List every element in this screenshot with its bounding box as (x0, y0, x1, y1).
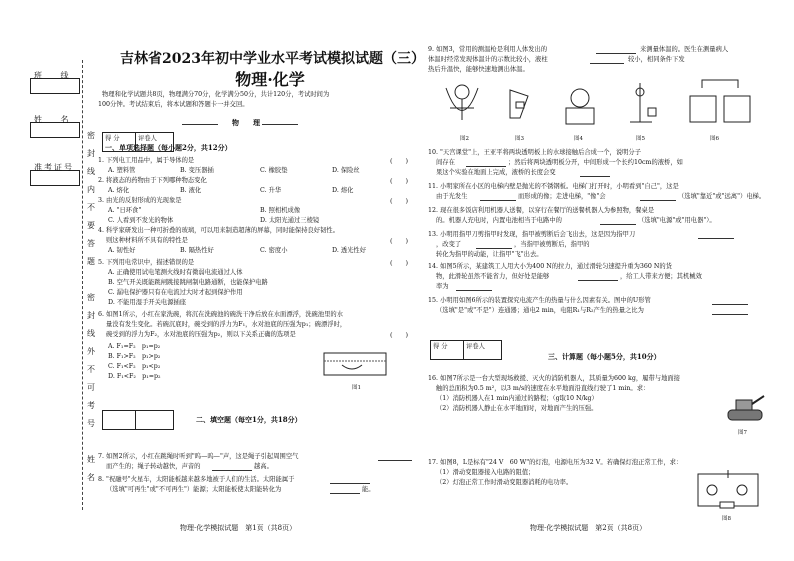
q5-option-b[interactable]: B. 空气开关既能跳闸跳接跳闸制电路通断，也能保护电路 (108, 279, 268, 286)
q2: 2. 将液态的药物由于下列哪种物态变化 (98, 177, 207, 184)
seal-char: 题 (87, 257, 95, 266)
seal-char: 可 (87, 383, 95, 392)
grader-label: 评卷人 (138, 135, 157, 142)
q8-line-3: 能。 (362, 486, 375, 493)
q7: 7. 如图2所示，小红在跳绳时听到"呜—呜—"声，这是绳子引起周围空气 (98, 453, 299, 460)
binding-sidebar (0, 0, 100, 561)
q2-option-a[interactable]: A. 熔化 (108, 187, 130, 194)
answer-paren[interactable]: ( ) (390, 177, 409, 185)
answer-paren[interactable]: ( ) (390, 259, 409, 267)
q6-option-b[interactable]: B. F₁>F₂ p₁>p₂ (108, 353, 161, 360)
q9-line-2: 来测量体温的。医生在测量病人 (640, 46, 729, 53)
q10-line-3: ；然后将两块透明板分开，中间形成一个长约10cm的液桥，如 (508, 159, 683, 166)
q16-line-2: 触的总面积为0.5 m²，以3 m/s的速度在水平地面沿直线行驶了1 min。求： (436, 385, 650, 392)
q14-line-3: ，给工人带来方便；其机械效 (620, 273, 702, 280)
q10-line-2: 间存在 (436, 159, 455, 166)
q9-line-5: 热后升温快，能够快速地测出体温。 (428, 66, 529, 73)
seal-char: 线 (87, 167, 95, 176)
footer-page-2: 物理·化学模拟试题 第2页（共8页） (530, 524, 647, 532)
answer-paren[interactable]: ( ) (390, 331, 409, 339)
q7-line-2: 而产生的；绳子转动越快，声音的 (106, 463, 201, 470)
answer-paren[interactable]: ( ) (390, 197, 409, 205)
seal-char: 密 (87, 131, 95, 140)
q5: 5. 下列用电常识中，描述错误的是 (98, 259, 195, 266)
seal-char: 名 (87, 473, 95, 482)
q6-line-2: 量没有发生变化。若碗沉底时，碗受到的浮力为F₁，水对池底的压强为p₁；碗漂浮时， (106, 321, 347, 328)
seal-char: 密 (87, 293, 95, 302)
q4-option-d[interactable]: D. 透光性好 (332, 247, 367, 254)
q6-option-a[interactable]: A. F₁=F₂ p₁=p₂ (108, 343, 161, 350)
q12: 12. 现在很多饭店利用机器人送餐，以穿行在餐厅的送餐机器人为参照物，餐桌是 (428, 207, 655, 214)
section-3-title: 三、计算题（每小题5分，共10分） (548, 352, 661, 361)
q13-line-4: 转化为指甲的动能，让指甲"飞"出去。 (436, 251, 543, 258)
q10: 10. "天宫课堂"上，王亚平将两块透明板上的水球接触后合成一个，说明分子 (428, 149, 642, 156)
q4: 4. 科学家研发出一种可折叠的玻璃，可以用来制造超薄的屏幕，同时能保持良好韧性。 (98, 227, 339, 234)
q14: 14. 如图5所示，某建筑工人用大小为400 N的拉力，通过滑轮匀速提升重为360 N的货 (428, 263, 672, 270)
figure-1-sink (318, 345, 394, 381)
figure-2-caption: 图2 (460, 136, 469, 142)
q6-option-d[interactable]: D. F₁<F₂ p₁=p₂ (108, 373, 161, 380)
q3-option-b[interactable]: B. 照相机成像 (260, 207, 301, 214)
q6-option-c[interactable]: C. F₁<F₂ p₁<p₂ (108, 363, 161, 370)
class-label: 班 线 (34, 71, 77, 80)
q17-part-2: （2）灯泡正常工作时滑动变阻器消耗的电功率。 (436, 479, 573, 486)
q8-line-2: （选填"可再生"或"不可再生"）能源；太阳能板使太阳能转化为 (106, 486, 282, 493)
q5-option-a[interactable]: A. 正确使用试电笔测火线时有微弱电流通过人体 (108, 269, 243, 276)
exam-subtitle: 物理·化学 (235, 70, 305, 89)
q1-option-d[interactable]: D. 保险丝 (332, 167, 360, 174)
q3-option-c[interactable]: C. 人看到不发光的物体 (108, 217, 174, 224)
score-label: 得 分 (433, 343, 448, 350)
q13-line-3: ，当指甲被剪断后，指甲的 (514, 241, 590, 248)
q5-option-d[interactable]: D. 不能用湿手开关电源插座 (108, 299, 187, 306)
figure-8-circuit (692, 468, 766, 512)
q6: 6. 如图1所示，小红在家洗碗，将沉在洗碗池的碗洗干净后放在水面漂浮，洗碗池里的水 (98, 311, 344, 318)
figure-1-caption: 图1 (352, 385, 361, 391)
figure-7-caption: 图7 (738, 430, 747, 436)
name-label: 姓 名 (34, 115, 77, 124)
seal-char: 考 (87, 401, 95, 410)
q1-option-b[interactable]: B. 变压器插 (180, 167, 214, 174)
seal-char: 封 (87, 149, 95, 158)
q10-line-4: 果这个实验在地面上完成，液桥的长度会变 (436, 169, 556, 176)
q2-option-d[interactable]: D. 熔化 (332, 187, 354, 194)
figure-6-caption: 图6 (710, 136, 719, 142)
q4-option-b[interactable]: B. 隔热性好 (180, 247, 214, 254)
q14-line-4: 率为 (436, 283, 449, 290)
seal-char: 姓 (87, 455, 95, 464)
seal-char: 外 (87, 347, 95, 356)
footer-page-1: 物理·化学模拟试题 第1页（共8页） (180, 524, 297, 532)
score-box-2 (102, 410, 174, 430)
q13: 13. 小明用指甲刀剪指甲时发现，指甲被剪断后会飞出去，这是因为指甲刀 (428, 231, 636, 238)
q3-option-d[interactable]: D. 太阳光通过三棱镜 (260, 217, 320, 224)
seal-char: 要 (87, 221, 95, 230)
figures-2-to-6 (440, 78, 770, 138)
q17-part-1: （1）滑动变阻器接入电路的阻值； (436, 469, 535, 476)
section-1-title: 一、单项选择题（每小题2分，共12分） (105, 143, 232, 152)
q9: 9. 如图3，常用的测温枪是利用人体发出的 (428, 46, 548, 53)
score-label: 得 分 (105, 135, 120, 142)
seal-char: 答 (87, 239, 95, 248)
q1-option-c[interactable]: C. 橡胶垫 (260, 167, 288, 174)
seal-char: 号 (87, 419, 95, 428)
section-2-title: 二、填空题（每空1分，共18分） (196, 415, 302, 424)
seal-char: 不 (87, 203, 95, 212)
figure-7-robot (722, 392, 768, 426)
q4-line-2: 则这种材料所不具有的特性是 (106, 237, 188, 244)
q4-option-a[interactable]: A. 韧性好 (108, 247, 136, 254)
q6-line-3: 碗受到的浮力为F₂，水对池底的压强为p₂，则以下关系正确的选项是 (106, 331, 296, 338)
q9-line-4: 较小，相同条件下发 (628, 56, 685, 63)
seal-char: 内 (87, 185, 95, 194)
q5-option-c[interactable]: C. 漏电保护器只有在电流过大时才起到保护作用 (108, 289, 243, 296)
q13-line-2: ，改变了 (436, 241, 462, 248)
q15-line-2: （选填"是"或"不是"）连通器；通电2 min，电阻R₁与R₂产生的热量之比为 (436, 307, 644, 314)
exam-number-label: 准考证号 (34, 163, 74, 172)
q11-line-3: 而形成的像；走进电梯，"像"会 (518, 193, 606, 200)
q14-line-2: 物，此滑轮虽然不能省力，但好处是能够 (436, 273, 550, 280)
seal-char: 线 (87, 329, 95, 338)
figure-3-caption: 图3 (515, 136, 524, 142)
q2-option-c[interactable]: C. 升华 (260, 187, 282, 194)
answer-paren[interactable]: ( ) (390, 157, 409, 165)
q16-part-1: （1）消防机器人在1 min内通过的路程；（g取10 N/kg） (436, 395, 598, 402)
seal-char: 不 (87, 365, 95, 374)
q3: 3. 由光的反射形成的光现象是 (98, 197, 182, 204)
q8: 8. "祝融号"火星车，太阳能板越来越多地被于人们的生活。太阳能属于 (98, 476, 295, 483)
q17: 17. 如图8，L是标有"24 V 60 W"的灯泡，电源电压为32 V。若确保灯泡正常工作，求： (428, 459, 683, 466)
q12-line-2: 的。机器人充电时，内置电池相当于电路中的 (436, 217, 562, 224)
q1-option-a[interactable]: A. 塑料管 (108, 167, 136, 174)
q16: 16. 如图7所示是一台大型现场救援、灭火的消防机器人，其质量为600 kg，履带与地面接 (428, 375, 680, 382)
grader-label: 评卷人 (466, 343, 485, 350)
q11: 11. 小明家所在小区的电梯内壁是抛光的不锈钢板。电梯门打开时，小明看到"自己"，这是 (428, 183, 679, 190)
q12-line-3: （选填"电源"或"用电器"）。 (638, 217, 716, 224)
section-physics: 物 理 (232, 118, 260, 127)
figure-8-caption: 图8 (722, 516, 731, 522)
q7-line-3: 越高。 (254, 463, 273, 470)
q1: 1. 下列电工用品中，属于导体的是 (98, 157, 195, 164)
q11-line-4: （选填"靠近"或"远离"）电梯。 (678, 193, 766, 200)
q15: 15. 小明用如图6所示的装置探究电流产生的热量与什么因素有关。图中的U形管 (428, 297, 651, 304)
q11-line-2: 由于光发生 (436, 193, 468, 200)
q2-option-b[interactable]: B. 液化 (180, 187, 202, 194)
exam-title: 吉林省2023年初中学业水平考试模拟试题（三） (120, 51, 425, 67)
q3-option-a[interactable]: A. "日环食" (108, 207, 142, 214)
q16-part-2: （2）消防机器人静止在水平地面时，对地面产生的压强。 (436, 405, 598, 412)
q4-option-c[interactable]: C. 密度小 (260, 247, 288, 254)
intro-line-1: 物理和化学试题共8页，物理满分70分，化学满分50分，共计120分，考试时间为 (102, 91, 330, 98)
answer-paren[interactable]: ( ) (390, 237, 409, 245)
figure-4-caption: 图4 (574, 136, 583, 142)
intro-line-2: 100分钟。考试结束后，将本试题和答题卡一并交回。 (98, 101, 249, 108)
figure-5-caption: 图5 (636, 136, 645, 142)
seal-line (82, 60, 83, 510)
q9-line-3: 体温时经常发现体温计的示数比较小，液柱 (428, 56, 548, 63)
seal-char: 封 (87, 311, 95, 320)
